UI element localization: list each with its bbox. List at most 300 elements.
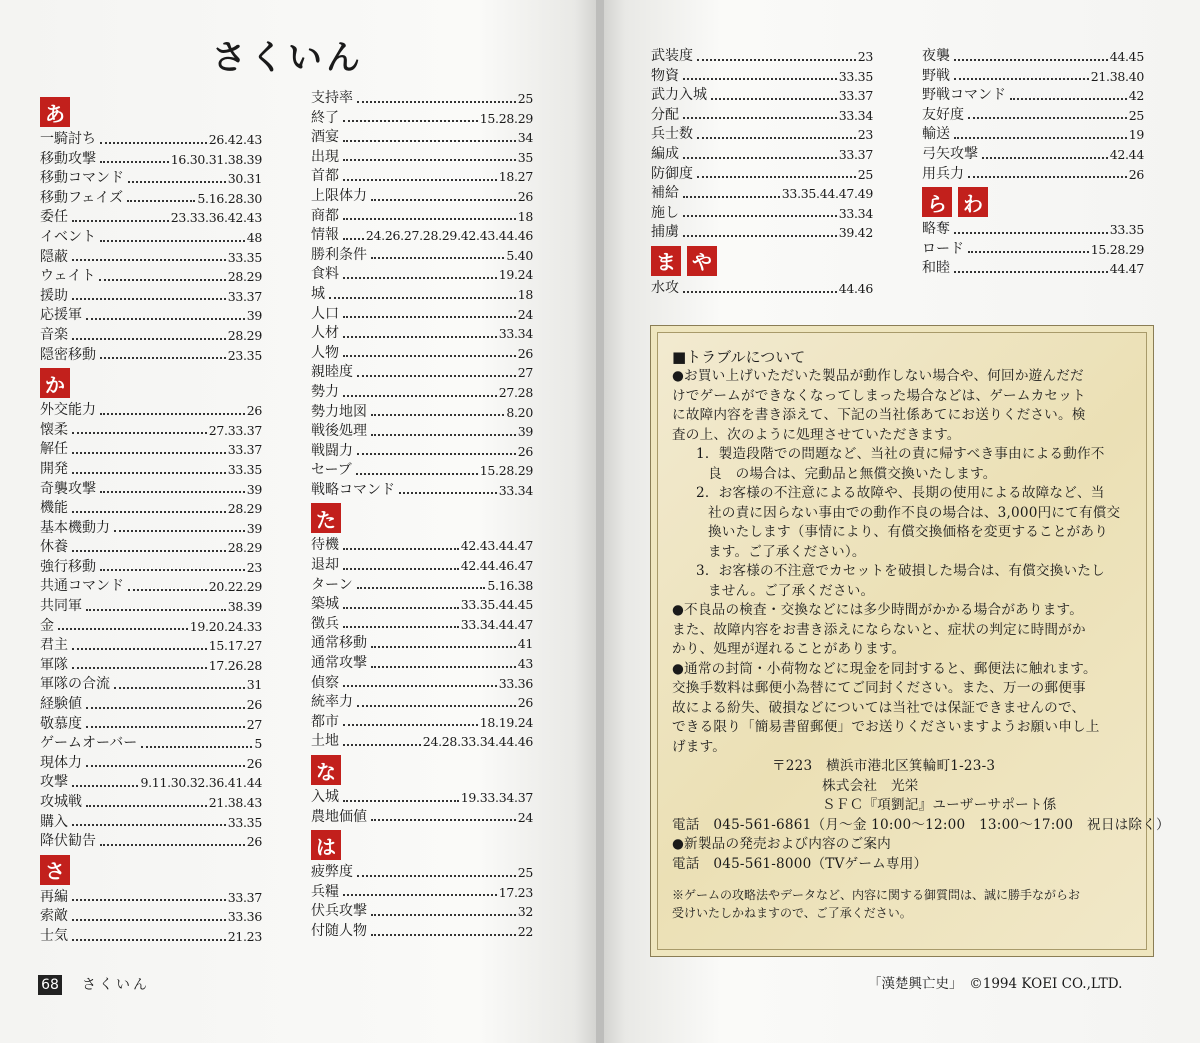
index-term: 勢力地図: [311, 403, 367, 420]
index-term: 土地: [311, 733, 339, 750]
index-entry: [311, 883, 533, 903]
leader-dots: [343, 744, 421, 746]
notice-line: 株式会社 光栄: [822, 777, 919, 794]
index-pages: 26.42.43: [208, 132, 262, 147]
leader-dots: [72, 220, 169, 222]
index-entry: [311, 922, 533, 942]
index-entry: [311, 246, 533, 266]
index-term: 武力入城: [651, 87, 707, 104]
index-pages: 33.36: [498, 675, 533, 691]
index-entry: [40, 597, 262, 617]
index-term: 付随人物: [311, 922, 367, 939]
notice-line: ＳＦＣ『項劉記』ユーザーサポート係: [822, 797, 1057, 813]
kana-badge: ら: [922, 187, 952, 217]
leader-dots: [954, 232, 1108, 234]
index-pages: 33.34: [498, 326, 533, 342]
leader-dots: [954, 137, 1127, 139]
index-pages: 33.35: [227, 814, 262, 830]
leader-dots: [343, 568, 459, 570]
index-pages: 15.28.29: [1090, 241, 1144, 257]
index-term: 一騎討ち: [40, 131, 96, 147]
index-pages: 42: [1128, 88, 1144, 104]
leader-dots: [343, 548, 459, 550]
leader-dots: [711, 98, 837, 100]
index-entry: [40, 346, 262, 366]
index-entry: [311, 383, 533, 403]
index-entry: [40, 208, 262, 228]
index-pages: 5: [254, 736, 262, 752]
index-entry: [40, 773, 262, 793]
index-term: 購入: [40, 813, 68, 830]
leader-dots: [343, 724, 478, 726]
index-pages: 17.23: [498, 884, 533, 900]
notice-line: できる限り「簡易書留郵便」でお送りくださいますようお願い申し上: [672, 719, 1100, 735]
leader-dots: [127, 200, 195, 202]
index-entry: [311, 863, 533, 883]
index-term: 首都: [311, 168, 339, 185]
index-entry: [311, 536, 533, 556]
index-entry: [40, 754, 262, 774]
leader-dots: [356, 473, 478, 475]
index-entry: [40, 734, 262, 754]
index-pages: 48: [246, 229, 262, 245]
index-term: 再編: [40, 888, 68, 905]
index-entry: [40, 617, 262, 637]
index-entry: [922, 47, 1144, 67]
index-term: 弓矢攻撃: [922, 145, 978, 162]
index-term: 戦略コマンド: [311, 481, 395, 498]
index-entry: [651, 145, 873, 165]
index-term: 伏兵攻撃: [311, 903, 367, 920]
index-term: 外交能力: [40, 402, 96, 419]
leader-dots: [343, 159, 516, 161]
index-pages: 26: [517, 443, 533, 459]
index-pages: 41: [517, 636, 533, 652]
index-entry: [651, 47, 873, 67]
index-term: 親睦度: [311, 364, 353, 381]
index-entry: [311, 693, 533, 713]
leader-dots: [1010, 98, 1127, 100]
index-pages: 42.44.46.47: [460, 558, 533, 574]
index-term: ターン: [311, 576, 353, 593]
index-term: 移動フェイズ: [40, 189, 124, 206]
index-term: 戦闘力: [311, 442, 353, 459]
index-entry: [922, 67, 1144, 87]
index-term: 敬慕度: [40, 715, 82, 732]
leader-dots: [683, 235, 837, 237]
index-entry: [40, 538, 262, 558]
index-entry: [40, 130, 262, 150]
index-pages: 33.35: [227, 249, 262, 265]
leader-dots: [72, 824, 226, 826]
index-pages: 19.24: [498, 267, 533, 283]
kana-section-header: [311, 503, 533, 533]
leader-dots: [683, 291, 837, 293]
leader-dots: [982, 157, 1108, 159]
index-pages: 23: [857, 127, 873, 143]
index-pages: 39: [246, 520, 262, 536]
index-entry: [311, 634, 533, 654]
index-entry: [40, 306, 262, 326]
index-pages: 33.35: [838, 68, 873, 84]
index-entry: [651, 184, 873, 204]
leader-dots: [72, 785, 138, 787]
index-term: 通常移動: [311, 635, 367, 652]
index-pages: 5.16.38: [487, 577, 533, 593]
leader-dots: [86, 805, 207, 807]
index-pages: 34: [517, 130, 533, 146]
index-column-2: [311, 89, 533, 942]
index-pages: 19: [1128, 127, 1144, 143]
index-entry: [311, 481, 533, 501]
notice-line: 電話 045-561-8000（TVゲーム専用）: [672, 855, 928, 872]
leader-dots: [683, 117, 837, 119]
leader-dots: [128, 589, 207, 591]
notice-line: げます。: [672, 738, 727, 755]
notice-line: ません。ご了承ください。: [708, 582, 875, 599]
index-pages: 27: [246, 716, 262, 732]
leader-dots: [86, 609, 226, 611]
index-entry: [311, 109, 533, 129]
leader-dots: [86, 765, 245, 767]
index-pages: 24: [517, 809, 533, 825]
index-term: 現体力: [40, 754, 82, 771]
leader-dots: [329, 297, 516, 299]
leader-dots: [72, 939, 226, 941]
index-term: 共通コマンド: [40, 578, 124, 595]
leader-dots: [357, 705, 516, 707]
notice-line: ます。ご了承ください）。: [708, 543, 866, 560]
index-term: 終了: [311, 109, 339, 126]
notice-line: 社の責に因らない事由での動作不良の場合は、3,000円にて有償交: [708, 504, 1121, 521]
leader-dots: [100, 844, 245, 846]
index-entry: [311, 187, 533, 207]
index-entry: [311, 615, 533, 635]
index-term: 経験値: [40, 696, 82, 713]
index-term: 応援軍: [40, 307, 82, 324]
leader-dots: [86, 318, 245, 320]
index-entry: [651, 165, 873, 185]
leader-dots: [343, 607, 459, 609]
leader-dots: [343, 355, 516, 357]
kana-section-header: [651, 246, 873, 276]
index-term: 移動攻撃: [40, 150, 96, 167]
index-pages: 33.35: [227, 461, 262, 477]
index-term: ゲームオーバー: [40, 735, 138, 752]
notice-line: ●不良品の検査・交換などには多少時間がかかる場合があります。: [672, 602, 1083, 618]
kana-badge: か: [40, 368, 70, 398]
leader-dots: [72, 550, 226, 552]
index-entry: [40, 267, 262, 287]
leader-dots: [100, 413, 245, 415]
index-pages: 42.43.44.47: [460, 538, 533, 554]
index-pages: 5.40: [506, 247, 533, 263]
leader-dots: [343, 218, 516, 220]
index-term: 懐柔: [40, 421, 68, 438]
index-entry: [311, 148, 533, 168]
index-pages: 15.28.29: [479, 110, 533, 126]
index-term: 隠密移動: [40, 346, 96, 363]
index-pages: 44.47: [1109, 261, 1144, 277]
index-pages: 25: [1128, 107, 1144, 123]
index-pages: 28.29: [227, 501, 262, 517]
leader-dots: [72, 919, 226, 921]
leader-dots: [72, 899, 226, 901]
index-entry: [40, 832, 262, 852]
leader-dots: [343, 277, 497, 279]
leader-dots: [357, 587, 486, 589]
index-pages: 25: [517, 91, 533, 106]
leader-dots: [371, 199, 516, 201]
index-entry: [922, 259, 1144, 279]
index-pages: 25: [857, 166, 873, 182]
index-pages: 24: [517, 306, 533, 322]
index-term: 酒宴: [311, 129, 339, 146]
leader-dots: [72, 259, 226, 261]
leader-dots: [371, 646, 516, 648]
index-pages: 22: [517, 923, 533, 939]
leader-dots: [968, 251, 1089, 253]
index-pages: 39: [517, 424, 533, 440]
index-pages: 33.35.44.45: [460, 597, 533, 613]
index-pages: 33.35: [1109, 222, 1144, 238]
index-pages: 17.26.28: [208, 657, 262, 673]
index-entry: [311, 403, 533, 423]
leader-dots: [371, 666, 516, 668]
index-entry: [651, 204, 873, 224]
index-entry: [40, 519, 262, 539]
index-entry: [922, 106, 1144, 126]
index-term: 降伏勧告: [40, 833, 96, 850]
notice-footnote-line: ※ゲームの攻略法やデータなど、内容に関する御質問は、誠に勝手ながらお: [672, 888, 1081, 902]
index-term: 物資: [651, 67, 679, 84]
index-entry: [40, 499, 262, 519]
footer-label: さくいん: [82, 977, 150, 993]
index-term: 兵糧: [311, 883, 339, 900]
leader-dots: [86, 707, 245, 709]
leader-dots: [357, 875, 516, 877]
page-number: 68: [38, 975, 62, 995]
index-pages: 31: [246, 677, 262, 693]
notice-line: 良 の場合は、完動品と無償交換いたします。: [708, 465, 997, 482]
index-term: 解任: [40, 441, 68, 458]
index-term: 金: [40, 617, 54, 634]
index-entry: [40, 793, 262, 813]
index-term: ロード: [922, 240, 964, 257]
leader-dots: [357, 453, 516, 455]
leader-dots: [100, 161, 169, 163]
index-term: ウェイト: [40, 268, 96, 285]
index-entry: [40, 248, 262, 268]
index-term: 戦後処理: [311, 423, 367, 440]
index-entry: [311, 344, 533, 364]
leader-dots: [72, 648, 207, 650]
index-pages: 33.37: [838, 146, 873, 162]
index-pages: 8.20: [506, 404, 533, 420]
index-entry: [311, 363, 533, 383]
page-title: さくいん: [212, 38, 364, 78]
index-pages: 18.27: [498, 169, 533, 185]
index-term: 疲弊度: [311, 864, 353, 881]
index-term: 水攻: [651, 279, 679, 296]
leader-dots: [683, 215, 837, 217]
index-pages: 23: [857, 49, 873, 64]
notice-line: 電話 045-561-6861（月～金 10:00～12:00 13:00～17:00 祝日は除く）: [672, 816, 1170, 833]
index-pages: 15.28.29: [479, 463, 533, 479]
index-pages: 33.34: [838, 107, 873, 123]
index-entry: [651, 125, 873, 145]
index-pages: 30.31: [227, 171, 262, 187]
index-term: 援助: [40, 287, 68, 304]
index-pages: 42.44: [1109, 146, 1144, 162]
index-entry: [922, 220, 1144, 240]
index-term: 基本機動力: [40, 519, 110, 536]
index-pages: 18: [517, 286, 533, 302]
index-pages: 33.37: [227, 889, 262, 905]
index-entry: [922, 165, 1144, 185]
notice-line: ●通常の封筒・小荷物などに現金を同封すると、郵便法に触れます。: [672, 660, 1097, 677]
index-term: 城: [311, 285, 325, 302]
leader-dots: [357, 101, 516, 103]
leader-dots: [100, 357, 226, 359]
index-term: 野戦: [922, 67, 950, 84]
index-term: 友好度: [922, 106, 964, 123]
index-entry: [651, 106, 873, 126]
notice-line: 換いたします（事情により、有償交換価格を変更することがあり: [708, 524, 1109, 540]
index-term: セーブ: [311, 462, 352, 479]
index-entry: [40, 695, 262, 715]
index-term: 略奪: [922, 221, 950, 238]
index-pages: 44.45: [1109, 49, 1144, 64]
copyright: 「漢楚興亡史」 ©1994 KOEI CO.,LTD.: [868, 976, 1123, 992]
index-pages: 33.35.44.47.49: [781, 186, 873, 202]
index-entry: [40, 656, 262, 676]
index-entry: [311, 788, 533, 808]
index-pages: 23.33.36.42.43: [170, 210, 262, 226]
index-term: 農地価値: [311, 808, 367, 825]
index-term: 通常攻撃: [311, 655, 367, 672]
kana-badge: わ: [958, 187, 988, 217]
index-pages: 26: [246, 403, 262, 419]
leader-dots: [954, 78, 1089, 80]
index-entry: [311, 207, 533, 227]
index-pages: 18.19.24: [479, 714, 533, 730]
kana-section-header: [311, 755, 533, 785]
leader-dots: [72, 511, 226, 513]
index-column-1: [40, 94, 262, 947]
index-term: 強行移動: [40, 558, 96, 575]
index-entry: [651, 67, 873, 87]
index-term: 築城: [311, 596, 339, 613]
index-entry: [40, 480, 262, 500]
notice-line: かり、処理が遅れることがあります。: [672, 641, 906, 657]
index-pages: 21.38.40: [1090, 68, 1144, 84]
index-term: 待機: [311, 537, 339, 554]
leader-dots: [343, 140, 516, 142]
leader-dots: [343, 336, 497, 338]
index-entry: [311, 285, 533, 305]
index-term: 偵察: [311, 674, 339, 691]
kana-section-header: [311, 830, 533, 860]
index-entry: [40, 421, 262, 441]
leader-dots: [114, 687, 245, 689]
index-entry: [311, 324, 533, 344]
notice-line: 故による紛失、破損などについては当社では保証できませんので、: [672, 699, 1086, 716]
index-term: 用兵力: [922, 165, 964, 182]
index-pages: 18: [517, 208, 533, 224]
index-term: 機能: [40, 500, 68, 517]
index-pages: 26: [1128, 166, 1144, 182]
leader-dots: [72, 338, 226, 340]
index-pages: 33.34: [498, 482, 533, 498]
leader-dots: [100, 142, 207, 144]
leader-dots: [683, 157, 837, 159]
index-term: 食料: [311, 266, 339, 283]
kana-badge: ま: [651, 246, 681, 276]
leader-dots: [343, 120, 478, 122]
index-term: 委任: [40, 209, 68, 226]
index-entry: [40, 228, 262, 248]
index-term: 勝利条件: [311, 246, 367, 263]
index-term: 君主: [40, 637, 68, 654]
index-entry: [40, 189, 262, 209]
index-pages: 33.37: [227, 288, 262, 304]
book-gutter: [596, 0, 604, 1043]
index-pages: 33.34.44.47: [460, 616, 533, 632]
index-entry: [922, 125, 1144, 145]
index-column-4: [922, 47, 1144, 279]
index-term: 支持率: [311, 90, 353, 106]
index-pages: 21.38.43: [208, 795, 262, 810]
index-pages: 33.37: [838, 88, 873, 104]
index-term: 上限体力: [311, 187, 367, 204]
index-term: 輸送: [922, 126, 950, 143]
index-entry: [311, 808, 533, 828]
index-term: 徴兵: [311, 615, 339, 632]
index-pages: 27.28: [498, 384, 533, 400]
index-entry: [40, 460, 262, 480]
leader-dots: [72, 298, 226, 300]
index-entry: [922, 240, 1144, 260]
leader-dots: [343, 685, 497, 687]
index-term: 夜襲: [922, 48, 950, 64]
index-pages: 35: [517, 149, 533, 165]
notice-line: 1．製造段階での問題など、当社の責に帰すべき事由による動作不: [696, 446, 1105, 462]
leader-dots: [343, 238, 364, 240]
index-entry: [651, 223, 873, 243]
index-term: 編成: [651, 145, 679, 162]
index-pages: 27.33.37: [208, 422, 262, 438]
leader-dots: [968, 176, 1127, 178]
notice-line: けでゲームができなくなってしまった場合などは、ゲームカセット: [672, 387, 1086, 404]
leader-dots: [100, 240, 245, 242]
leader-dots: [968, 117, 1127, 119]
index-pages: 26: [246, 834, 262, 850]
kana-section-header: [40, 97, 262, 127]
notice-footnote-line: 受けいたしかねますので、ご了承ください。: [672, 906, 912, 920]
leader-dots: [683, 78, 837, 80]
kana-section-header: [40, 855, 262, 885]
index-entry: [311, 595, 533, 615]
index-entry: [40, 675, 262, 695]
index-entry: [311, 128, 533, 148]
index-pages: 39: [246, 481, 262, 497]
index-pages: 38.39: [227, 599, 262, 615]
index-pages: 16.30.31.38.39: [170, 151, 262, 167]
index-entry: [40, 888, 262, 908]
leader-dots: [357, 375, 516, 377]
leader-dots: [99, 279, 225, 281]
